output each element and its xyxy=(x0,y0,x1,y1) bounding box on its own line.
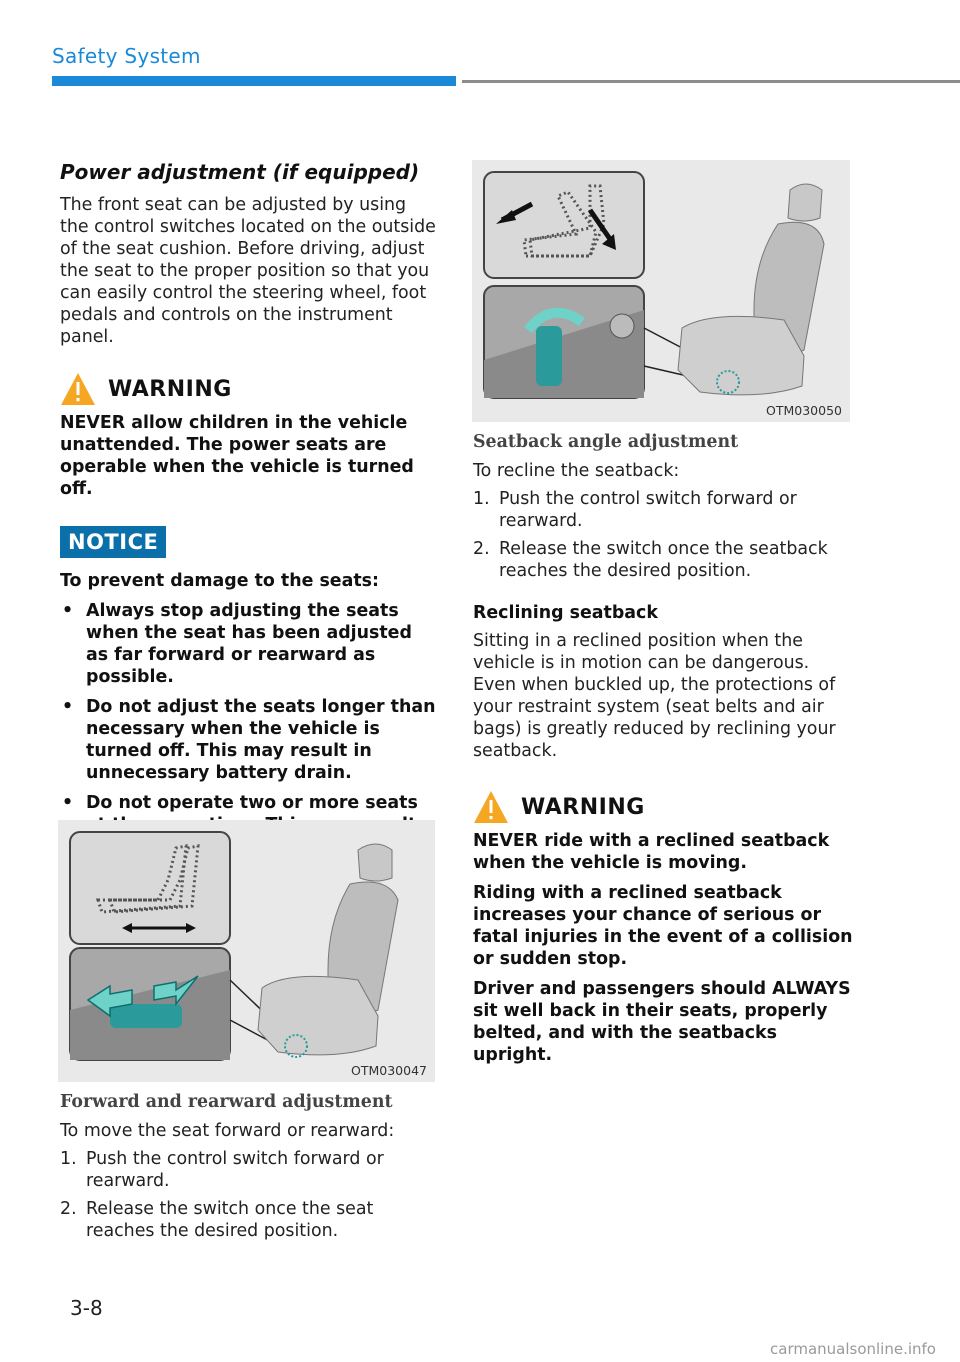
seatback-heading: Seatback angle adjustment xyxy=(473,432,739,452)
warning-paragraph: Driver and passengers should ALWAYS sit well back in their seats, properly belted, and with the seatbacks upright. xyxy=(473,979,851,1065)
list-item: • Do not adjust the seats longer than necessary when the vehicle is turned off. This may result in unnecessary battery drain. xyxy=(62,697,436,783)
power-adjustment-intro: The front seat can be adjusted by using the control switches located on the outside of the seat cushion. Before driving, adjust the seat to the proper position so that you can easily control the steering wheel, foot pedals and controls on the instrument panel. xyxy=(60,195,436,347)
notice-badge: NOTICE xyxy=(60,526,166,558)
forward-rearward-section xyxy=(60,1092,440,1242)
header-rule-accent xyxy=(52,76,456,86)
list-item: 1. Push the control switch forward or rearward. xyxy=(60,1149,384,1191)
forward-rearward-heading: Forward and rearward adjustment xyxy=(60,1092,393,1112)
forward-rearward-lead: To move the seat forward or rearward: xyxy=(60,1121,395,1141)
list-item: 2. Release the switch once the seatback reaches the desired position. xyxy=(473,539,828,581)
bullet-marker: • xyxy=(62,793,74,813)
list-item: • Do not operate two or more seats xyxy=(62,793,418,813)
notice-lead: To prevent damage to the seats: xyxy=(60,571,379,591)
forward-rearward-steps xyxy=(60,1148,440,1242)
bullet-marker: • xyxy=(62,601,74,621)
seatback-lead: To recline the seatback: xyxy=(473,461,680,481)
seatback-steps xyxy=(473,488,853,582)
header-rule xyxy=(462,80,960,83)
reclining-text: Sitting in a reclined position when the vehicle is in motion can be dangerous. Even when buckled up, the protections of your restraint system (seat belts and air bags) is greatly reduced by reclining your seatback. xyxy=(473,631,836,761)
section-title: Safety System xyxy=(52,44,201,68)
list-item: 1. Push the control switch forward or rearward. xyxy=(473,489,797,531)
list-item: 2. Release the switch once the seat reaches the desired position. xyxy=(60,1199,374,1241)
left-column xyxy=(60,160,440,858)
power-adjustment-heading: Power adjustment (if equipped) xyxy=(60,160,420,184)
warning-block-2 xyxy=(473,790,853,1066)
list-item: • Always stop adjusting the seats when the seat has been adjusted as far forward or rearward as possible. xyxy=(62,601,412,687)
warning-label: WARNING xyxy=(521,794,645,820)
figure-code: OTM030050 xyxy=(766,403,842,418)
page-number: 3-8 xyxy=(70,1296,103,1320)
warning-icon xyxy=(473,790,509,824)
notice-block xyxy=(60,526,440,858)
seat-slide-illustration xyxy=(58,820,435,1082)
right-column xyxy=(473,432,853,1066)
seat-slide-figure xyxy=(58,820,435,1082)
figure-code: OTM030047 xyxy=(351,1063,427,1078)
warning-icon xyxy=(60,372,96,406)
seatback-figure xyxy=(472,160,850,422)
seatback-illustration xyxy=(472,160,850,422)
warning-paragraph: Riding with a reclined seatback increases your chance of serious or fatal injuries in the event of a collision or sudden stop. xyxy=(473,883,853,969)
bullet-marker: • xyxy=(62,697,74,717)
warning-block-1 xyxy=(60,372,440,500)
warning-text: NEVER allow children in the vehicle unattended. The power seats are operable when the vehicle is turned off. xyxy=(60,413,414,499)
reclining-heading: Reclining seatback xyxy=(473,603,658,623)
watermark-text: carmanualsonline.info xyxy=(770,1340,936,1358)
warning-label: WARNING xyxy=(108,376,232,402)
warning-paragraph: NEVER ride with a reclined seatback when the vehicle is moving. xyxy=(473,831,830,873)
